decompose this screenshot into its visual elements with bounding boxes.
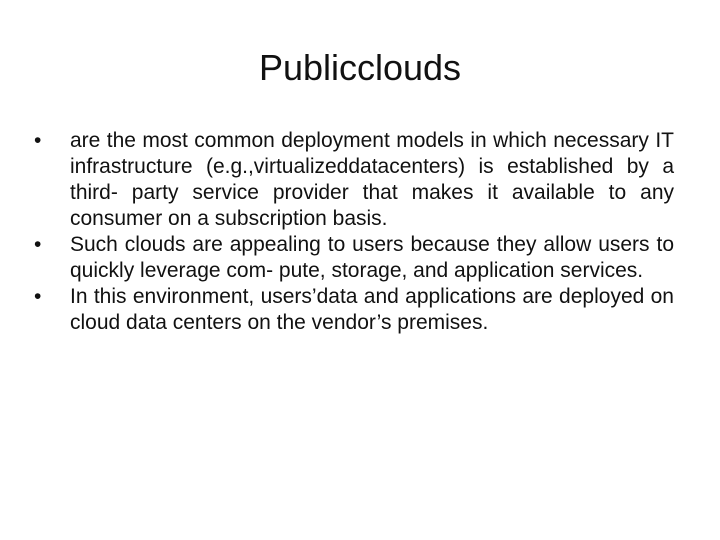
- bullet-icon: •: [34, 233, 42, 256]
- slide-title: Publicclouds: [258, 47, 462, 88]
- bullet-icon: •: [34, 285, 42, 308]
- bullet-list: [34, 128, 674, 336]
- bullet-item: [34, 128, 674, 232]
- bullet-item: [34, 232, 674, 284]
- bullet-item: [34, 284, 674, 336]
- bullet-text: Such clouds are appealing to users because they allow users to quickly leverage com- pute, storage, and application services.: [70, 233, 674, 282]
- bullet-text: In this environment, users’data and applications are deployed on cloud data centers on the vendor’s premises.: [70, 285, 674, 334]
- bullet-icon: •: [34, 129, 42, 152]
- bullet-text: are the most common deployment models in which necessary IT infrastructure (e.g.,virtualizeddatacenters) is established by a third- party service provider that makes it available to any consumer on a subscription basis.: [70, 129, 674, 230]
